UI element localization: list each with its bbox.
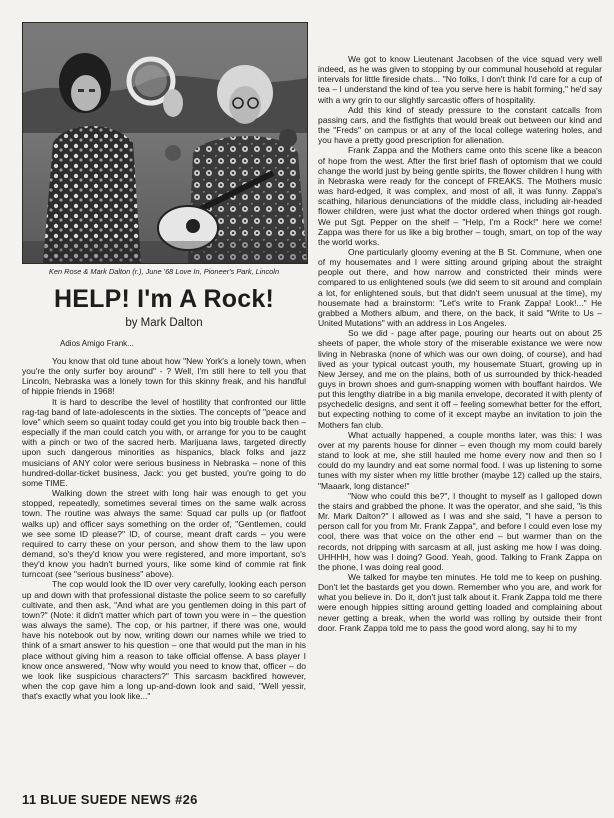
paragraph: Frank Zappa and the Mothers came onto this scene like a beacon of hope from the west. After the first brief flash of optomism that we could change the world just by being gentle spirits, the flower children I hung with in Nebraska were ready for the concept of FREAKS. The Mothers music was hard-edged, it was complex, and most of all, it was funny. Zappa's scathing, hilarious denunciations of the middle class, including air-headed flower children, were just what the doctor ordered when things got rough. We put Sgt. Pepper on the shelf – "Help, I'm a Rock!" here we come! Zappa was there for us like a big brother – tough, smart, on top of the way the world works.	[318, 145, 602, 247]
paragraph: We talked for maybe ten minutes. He told me to keep on pushing. Don't let the bastards get you down. Remember who you are, and work for what you believe in. Do it, don't just talk about it. Frank Zappa told me there were enough hippies sitting around getting loaded and complaining about never getting a break, when the world was rolling by outside their front door. Frank Zappa told me to pass the good word along, say hi to my	[318, 571, 602, 633]
paragraph: We got to know Lieutenant Jacobsen of the vice squad very well indeed, as he was given to stopping by our communal household at regular intervals for little fireside chats... "No folks, I don't think I'd care for a cup of tea – I understand the kind of tea you serve here is habit forming," he'd say with a wry grin to our slightly sarcastic offers of hospitality.	[318, 54, 602, 105]
right-column-text	[318, 54, 602, 633]
article-photo	[22, 22, 308, 264]
article-salutation: Adios Amigo Frank...	[60, 339, 134, 348]
photo-caption: Ken Rose & Mark Dalton (r.), June '68 Love In, Pioneer's Park, Lincoln	[48, 267, 280, 276]
article-title: HELP! I'm A Rock!	[53, 285, 274, 313]
paragraph: It is hard to describe the level of hostility that confronted our little rag-tag band of late-adolescents in the sixties. The concepts of "peace and love" which seem so quaint today could get you into big trouble back then – especially if the man could catch you with, or arrange for you to be caught with a pinch or two of the sacred herb. Marijuana laws, targeted directly upon such dangerous minorities as hispanics, black folks and jazz musicians of ANY color were serious business in Nebraska – none of this hundred-dollar-ticket business, Jack: you get busted, you're going to do some TIME.	[22, 396, 306, 488]
paragraph: The cop would look the ID over very carefully, looking each person up and down with that professional distaste the police seem to so carefully cultivate, and then ask, "And what are you gentlemen doing in this part of town?" (Note: it didn't matter which part of town you were in – the question was always the same). The cop, or his partner, if there was one, would have his notebook out by now, writing down our names while we tried to think of a smart answer to his question – one that would put the man in his place without giving him a reason to take official offense. A bass player I know once answered, "Now why would you need to know that, officer – do we look like suspicious characters?" This sarcasm backfired however, when the cop gave him a long up-and-down look and said, "Well yessir, that's exactly what you look like..."	[22, 579, 306, 702]
paragraph: Walking down the street with long hair was enough to get you stopped, repeatedly, sometimes several times on the same walk across town. The routine was always the same: Squad car pulls up (or flatfoot walks up) and officer says something on the order of, "Gentlemen, could we see some ID please?" ID, of course, meant draft cards – you were required to carry these on your person, and show them to the law upon demand, so's they'd know you were registered, and more important, so's they'd know you hadn't burned yours, like some kind of commie rat fink turncoat (see "serious business" above).	[22, 488, 306, 580]
paragraph: One particularly gloomy evening at the B St. Commune, when one of my housemates and I were sitting around griping about the straight people out there, and how narrow and constricted their minds were compared to us enlightened souls (we did seem to sit around and complain a lot, for enlightened souls, but that didn't seem unusual at the time), my housemate had a brainstorm: "Let's write to Frank Zappa! Look!..." He grabbed a Mothers album, and there, on the back, it said "Write to Us – United Mutations" with an address in Los Angeles.	[318, 246, 602, 329]
paragraph: So we did - page after page, pouring our hearts out on about 25 sheets of paper, the whole story of the miserable existance we were now living in Nebraska (none of which was our own doing, of course), and had lived as your typical outcast youth, my housemate Stuart, growing up in New Jersey, and me on the plains, both of us surrounded by thick-headed guys in brown shoes and gum-snapping women with bouffant hairdos. We put this lengthy diatribe in a big manila envelope, decorated it with plenty of psychedelic designs, and sent it off – feeling somewhat better for the effort, but expecting nothing to come of it except maybe an invitation to join the Mothers fan club.	[318, 328, 602, 430]
right-column	[318, 54, 602, 633]
paragraph: Add this kind of steady pressure to the constant catcalls from passing cars, and the fistfights that would break out between our kind and the "Freds" on campus or at any of the local college watering holes, and you have a pretty good prescription for alienation.	[318, 104, 602, 146]
paragraph: What actually happened, a couple months later, was this: I was over at my parents house for dinner – even though my mom could barely stand to look at me, she still hauled me home every now and then so I could do my laundry and eat some normal food. I was up listening to some tunes with my sister when my little brother (maybe 12) called up the stairs, "Maaark, long distance!"	[318, 429, 602, 491]
magazine-page	[22, 22, 602, 807]
article-byline: by Mark Dalton	[125, 317, 203, 329]
page-footer: 11 BLUE SUEDE NEWS #26	[22, 792, 198, 807]
left-column	[22, 22, 306, 701]
paragraph: "Now who could this be?", I thought to myself as I galloped down the stairs and grabbed the phone. It was the operator, and she said, "is this Mr. Mark Dalton?" I allowed as I was and she said, "I have a person to person call for you from Mr. Frank Zappa", and before I could even lose my cool, there was that voice on the other end – but warmer than on the records, not dripping with sarcasm at all, just asking me how I was doing. UHHHH, how was I doing? Good. Yeah, good. Talking to Frank Zappa on the phone, I was doing real good.	[318, 490, 602, 572]
paragraph: You know that old tune about how "New York's a lonely town, when you're the only surfer boy around" - ? Well, I'm still here to tell you that Lincoln, Nebraska was a lonely town for this skinny freak, and his handful of hippie friends in 1968!	[22, 356, 306, 397]
concert-photo-illustration	[23, 23, 307, 263]
left-column-text	[22, 356, 306, 701]
